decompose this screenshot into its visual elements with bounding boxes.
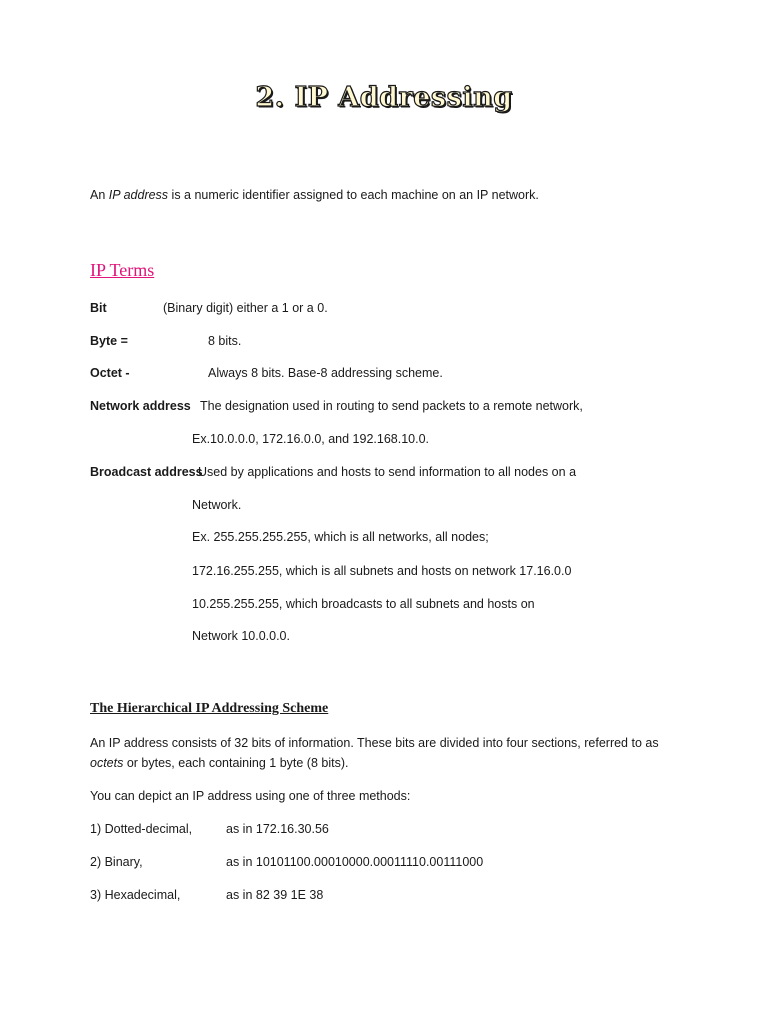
hier-para1-line1: An IP address consists of 32 bits of information. These bits are divided into four sections, referred to as (90, 736, 659, 750)
term-broadcast-line6: Network 10.0.0.0. (192, 629, 290, 643)
term-broadcast-line3: Ex. 255.255.255.255, which is all networks, all nodes; (192, 530, 489, 544)
term-network-desc: The designation used in routing to send packets to a remote network, (200, 399, 583, 413)
term-broadcast-line5: 10.255.255.255, which broadcasts to all subnets and hosts on (192, 597, 535, 611)
intro-suffix: is a numeric identifier assigned to each machine on an IP network. (168, 188, 539, 202)
term-octet-desc: Always 8 bits. Base-8 addressing scheme. (208, 366, 443, 380)
intro-prefix: An (90, 188, 109, 202)
term-broadcast-line2: Network. (192, 498, 242, 512)
intro-italic: IP address (108, 188, 169, 202)
method-binary-value: as in 10101100.00010000.00011110.00111000 (226, 855, 484, 869)
hier-para2: You can depict an IP address using one of three methods: (90, 789, 411, 803)
method-hex-name: 3) Hexadecimal, (90, 888, 181, 902)
term-bit: Bit (90, 301, 107, 315)
term-octet: Octet - (90, 366, 130, 380)
term-network-address: Network address (90, 399, 191, 413)
hierarchical-heading: The Hierarchical IP Addressing Scheme (90, 701, 329, 716)
hier-para1-rest: or bytes, each containing 1 byte (8 bits). (123, 756, 349, 770)
term-broadcast-address: Broadcast address (90, 465, 203, 479)
method-dotted-name: 1) Dotted-decimal, (90, 822, 193, 836)
page-title: 2. IP Addressing (255, 82, 513, 113)
hier-para1-line2 (90, 756, 348, 770)
method-dotted-value: as in 172.16.30.56 (226, 822, 329, 836)
term-bit-desc: (Binary digit) either a 1 or a 0. (163, 301, 328, 315)
method-hex-value: as in 82 39 1E 38 (226, 888, 324, 902)
method-binary-name: 2) Binary, (90, 855, 143, 869)
ip-terms-heading: IP Terms (90, 260, 155, 280)
hier-para1-italic: octets (90, 756, 124, 770)
term-broadcast-desc: Used by applications and hosts to send information to all nodes on a (198, 465, 577, 479)
term-network-example: Ex.10.0.0.0, 172.16.0.0, and 192.168.10.0. (192, 432, 429, 446)
term-byte-desc: 8 bits. (208, 334, 242, 348)
intro-paragraph (90, 188, 539, 202)
term-byte: Byte = (90, 334, 128, 348)
term-broadcast-line4: 172.16.255.255, which is all subnets and hosts on network 17.16.0.0 (192, 564, 572, 578)
